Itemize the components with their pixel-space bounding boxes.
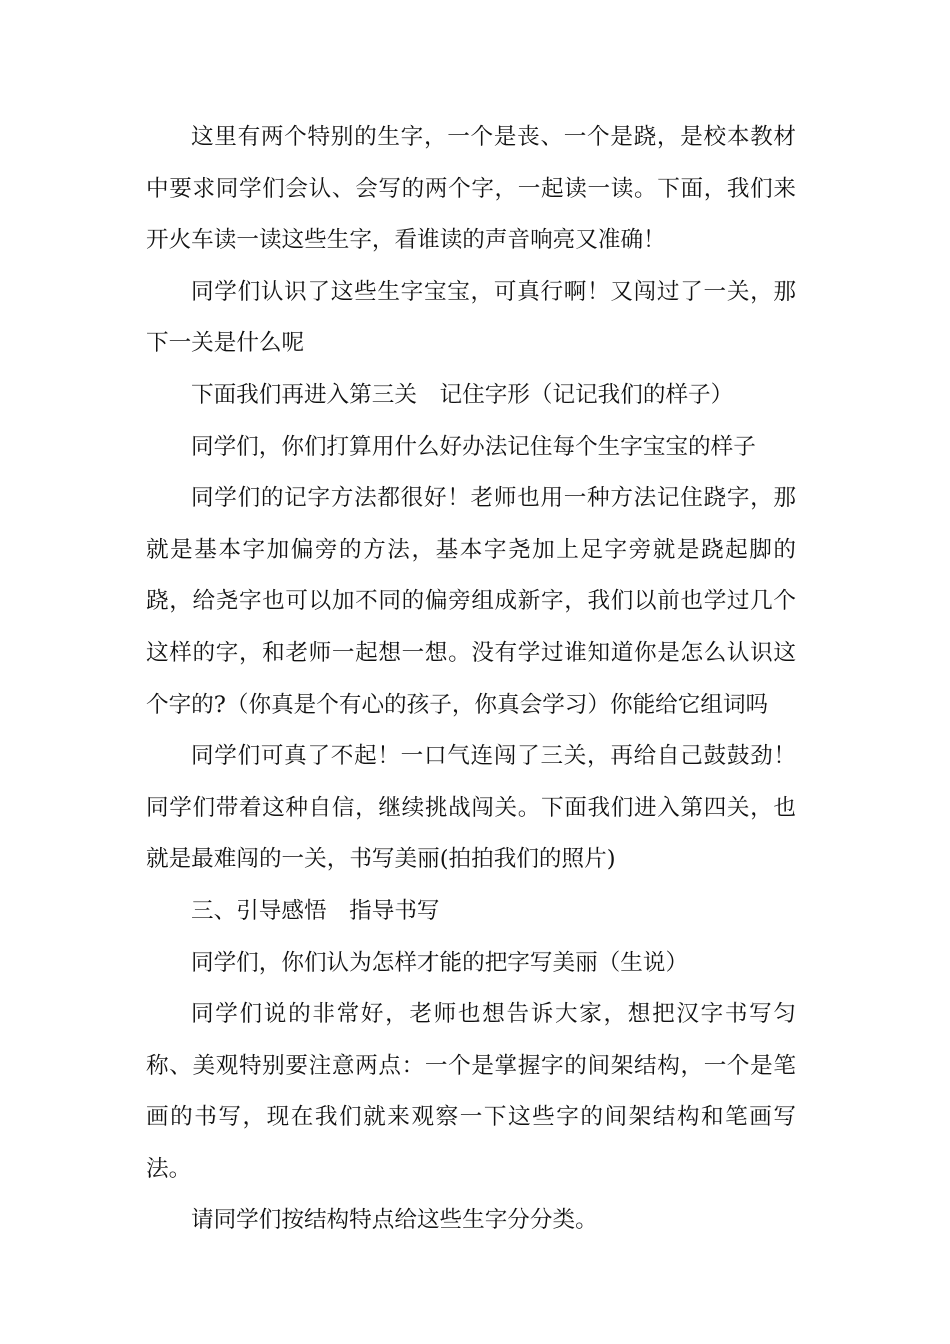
paragraph-classify: 请同学们按结构特点给这些生字分分类。 (191, 1207, 598, 1234)
section-heading: 三、引导感悟 指导书写 (191, 897, 440, 924)
paragraph-writing-question: 同学们，你们认为怎样才能的把字写美丽（生说） (191, 949, 689, 976)
document-body (146, 112, 796, 1247)
paragraph-new-characters: 这里有两个特别的生字，一个是丧、一个是跷，是校本教材中要求同学们会认、会写的两个字，一起读一读。下面，我们来开火车读一读这些生字，看谁读的声音响亮又准确！ (146, 124, 796, 254)
paragraph-memory-method: 同学们的记字方法都很好！老师也用一种方法记住跷字，那就是基本字加偏旁的方法，基本字尧加上足字旁就是跷起脚的跷，给尧字也可以加不同的偏旁组成新字，我们以前也学过几个这样的字，和老师一起想一想。没有学过谁知道你是怎么认识这个字的?（你真是个有心的孩子，你真会学习）你能给它组词吗 (146, 485, 796, 718)
paragraph-writing-tips: 同学们说的非常好，老师也想告诉大家，想把汉字书写匀称、美观特别要注意两点：一个是掌握字的间架结构，一个是笔画的书写，现在我们就来观察一下这些字的间架结构和笔画写法。 (146, 1001, 796, 1182)
paragraph-level-passed: 同学们认识了这些生字宝宝，可真行啊！又闯过了一关，那下一关是什么呢 (146, 278, 796, 357)
paragraph-level-three: 下面我们再进入第三关 记住字形（记记我们的样子） (191, 381, 734, 408)
paragraph-memory-question: 同学们，你们打算用什么好办法记住每个生字宝宝的样子 (191, 433, 756, 460)
paragraph-level-four: 同学们可真了不起！一口气连闯了三关，再给自己鼓鼓劲！同学们带着这种自信，继续挑战闯关。下面我们进入第四关，也就是最难闯的一关，书写美丽(拍拍我们的照片) (146, 743, 796, 873)
